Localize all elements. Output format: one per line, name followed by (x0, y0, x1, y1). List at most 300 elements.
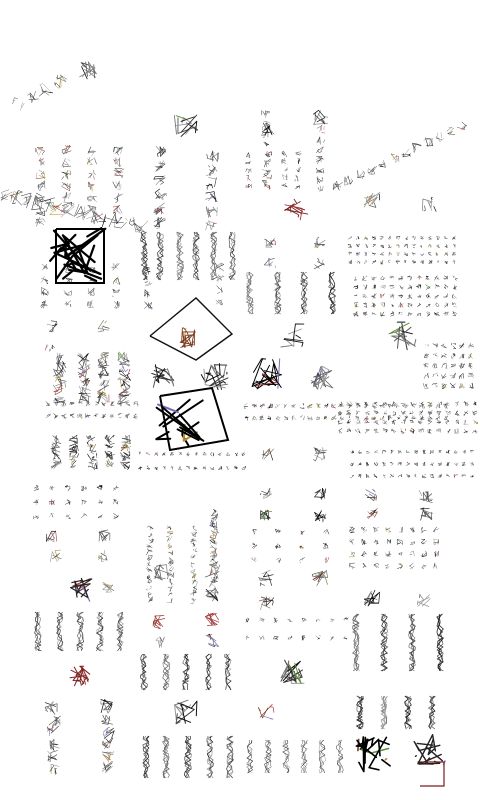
grid-scribble (354, 277, 356, 280)
grid-scribble (424, 353, 429, 358)
scribble-stroke (377, 540, 378, 541)
column-scribble (168, 593, 172, 596)
grid-scribble (456, 420, 459, 424)
scribble-stroke (114, 500, 115, 504)
scribble-stroke (170, 526, 171, 530)
grid-scribble (49, 499, 55, 505)
grid-scribble (437, 420, 441, 423)
column-scribble (88, 453, 97, 461)
grid-scribble (444, 285, 448, 289)
column-scribble (317, 137, 325, 144)
scribble-stroke (55, 83, 60, 88)
scribble-stroke (374, 540, 376, 545)
column-scribble (154, 203, 165, 215)
column-scribble (206, 206, 217, 217)
grid-scribble (374, 411, 379, 414)
scribble-stroke (114, 160, 117, 161)
scribble-stroke (129, 219, 134, 226)
grid-scribble (397, 416, 400, 420)
column-scribble (42, 264, 48, 270)
scribble-stroke (263, 637, 264, 640)
scribble-stroke (412, 551, 415, 556)
diagonal-scribble (61, 202, 74, 217)
scribble-stroke (317, 177, 323, 182)
scribble-mark (47, 321, 57, 332)
scribble-stroke (470, 451, 471, 452)
grid-scribble (33, 515, 38, 519)
scribble-stroke (426, 345, 427, 346)
scribble-stroke (433, 373, 438, 375)
scribble-stroke (461, 365, 462, 369)
grid-scribble (292, 404, 296, 408)
column-scribble (147, 555, 152, 560)
grid-scribble (453, 237, 456, 240)
grid-scribble (470, 462, 474, 466)
grid-scribble (374, 421, 379, 425)
scribble-stroke (116, 277, 118, 282)
scribble-stroke (406, 253, 407, 256)
grid-scribble (118, 414, 123, 418)
column-scribble (36, 217, 46, 226)
grid-scribble (354, 312, 359, 317)
grid-scribble (246, 636, 249, 640)
scribble-stroke (105, 556, 107, 561)
grid-scribble (46, 414, 51, 418)
strand-scribble (247, 740, 253, 773)
grid-scribble (348, 236, 352, 239)
grid-scribble (418, 276, 422, 280)
column-scribble (52, 460, 62, 469)
strand-scribble (301, 272, 308, 314)
column-scribble (216, 263, 224, 271)
diagonal-scribble (39, 84, 53, 97)
grid-scribble (284, 404, 287, 408)
scribble-stroke (359, 431, 361, 434)
scribble-stroke (398, 418, 400, 419)
column-scribble (285, 168, 288, 171)
grid-scribble (419, 429, 424, 433)
diagonal-scribble (13, 98, 25, 111)
column-scribble (36, 170, 45, 179)
grid-scribble (446, 402, 450, 406)
scribble-stroke (437, 404, 438, 406)
scribble-stroke (72, 415, 73, 418)
grid-scribble (244, 404, 248, 409)
scribble-stroke (104, 550, 105, 555)
grid-scribble (363, 285, 367, 289)
scribble-stroke (22, 196, 32, 205)
scribble-stroke (324, 530, 326, 532)
scribble-stroke (282, 153, 285, 156)
scribble-stroke (260, 597, 265, 610)
scribble-stroke (276, 404, 280, 408)
grid-scribble (433, 563, 437, 569)
grid-scribble (436, 416, 440, 421)
grid-scribble (450, 373, 456, 378)
fine-scribble-layer (1, 75, 477, 778)
scribble-stroke (102, 402, 103, 404)
grid-scribble (363, 303, 367, 308)
grid-scribble (388, 245, 391, 248)
grid-scribble (65, 500, 70, 505)
scribble-stroke (124, 360, 125, 361)
diagonal-scribble (436, 133, 444, 142)
column-scribble (192, 532, 197, 537)
grid-scribble (372, 277, 377, 280)
column-scribble (114, 158, 121, 167)
scribble-stroke (67, 301, 71, 304)
grid-scribble (365, 411, 369, 415)
scribble-stroke (277, 558, 280, 560)
scribble-stroke (414, 406, 415, 408)
scribble-stroke (439, 403, 440, 404)
grid-scribble (324, 416, 327, 419)
column-scribble (62, 183, 71, 191)
grid-scribble (98, 515, 102, 518)
scribble-stroke (94, 158, 96, 165)
grid-scribble (34, 485, 38, 490)
scribble-stroke (373, 490, 375, 492)
grid-scribble (468, 344, 474, 348)
grid-scribble (464, 402, 469, 407)
scribble-stroke (384, 303, 385, 307)
grid-scribble (400, 286, 403, 290)
grid-scribble (421, 527, 426, 532)
scribble-stroke (300, 416, 302, 418)
grid-scribble (417, 285, 422, 289)
grid-scribble (442, 374, 446, 379)
scribble-stroke (171, 452, 172, 455)
scribble-stroke (368, 170, 370, 175)
scribble-stroke (444, 376, 446, 378)
column-scribble (105, 451, 115, 460)
red-tangle (153, 615, 165, 628)
scribble-stroke (115, 158, 118, 167)
scribble-mark (312, 570, 327, 585)
scribble-stroke (90, 151, 94, 156)
scribble-stroke (465, 421, 466, 424)
column-scribble (100, 380, 110, 388)
column-scribble (295, 185, 300, 189)
diagonal-scribble (424, 138, 433, 147)
column-scribble (264, 142, 269, 146)
grid-scribble (421, 237, 424, 240)
grid-scribble (420, 254, 424, 256)
scribble-stroke (37, 213, 45, 215)
strand-scribble (353, 614, 360, 671)
scribble-stroke (440, 402, 441, 405)
column-scribble (63, 192, 71, 202)
scribble-stroke (443, 377, 444, 379)
grid-scribble (348, 416, 350, 421)
scribble-stroke (385, 565, 388, 566)
scribble-stroke (88, 174, 92, 178)
grid-scribble (348, 252, 352, 255)
grid-scribble (397, 563, 403, 568)
column-scribble (149, 539, 154, 544)
grid-scribble (373, 244, 376, 247)
grid-scribble (246, 618, 249, 623)
grid-scribble (397, 539, 403, 544)
scribble-mark (99, 530, 110, 541)
scribble-stroke (473, 411, 477, 413)
scribble-stroke (324, 140, 325, 143)
grid-scribble (474, 420, 478, 424)
column-scribble (88, 288, 95, 295)
column-scribble (210, 532, 217, 539)
scribble-stroke (114, 306, 117, 308)
grid-scribble (421, 551, 427, 557)
column-scribble (114, 301, 119, 308)
scribble-stroke (168, 526, 169, 528)
grid-scribble (399, 312, 403, 315)
grid-scribble (418, 303, 421, 306)
grid-scribble (163, 466, 165, 469)
scribble-stroke (442, 385, 446, 389)
grid-scribble (398, 451, 401, 454)
grid-scribble (324, 404, 328, 408)
grid-scribble (252, 416, 256, 420)
grid-scribble (471, 475, 474, 477)
strand-scribble (157, 232, 164, 280)
scribble-stroke (438, 404, 439, 407)
scribble-stroke (99, 500, 100, 504)
scribble-stroke (193, 599, 196, 603)
scribble-stroke (52, 516, 53, 517)
scribble-stroke (113, 488, 116, 491)
grid-scribble (462, 462, 465, 466)
scribble-stroke (288, 619, 290, 620)
scribble-stroke (13, 192, 18, 204)
grid-scribble (275, 529, 280, 533)
scribble-stroke (299, 547, 303, 549)
scribble-mark (314, 237, 325, 248)
scribble-stroke (119, 417, 121, 418)
scribble-stroke (116, 194, 123, 198)
column-scribble (246, 184, 252, 188)
grid-scribble (111, 402, 115, 406)
scribble-stroke (57, 443, 61, 444)
scribble-stroke (36, 173, 37, 178)
scribble-stroke (36, 178, 45, 179)
column-scribble (103, 727, 114, 738)
scribble-stroke (435, 353, 437, 355)
scribble-mark (174, 700, 197, 724)
scribble-stroke (348, 253, 351, 254)
scribble-stroke (455, 402, 459, 404)
scribble-stroke (453, 346, 456, 349)
grid-scribble (433, 527, 439, 532)
column-scribble (87, 196, 96, 202)
scribble-stroke (381, 312, 382, 315)
grid-scribble (380, 405, 385, 408)
strand-scribble (177, 232, 184, 280)
grid-scribble (70, 402, 75, 404)
grid-scribble (453, 285, 457, 289)
grid-scribble (235, 453, 237, 456)
column-scribble (87, 157, 96, 165)
scribble-stroke (426, 294, 429, 299)
scribble-stroke (43, 151, 45, 155)
scribble-stroke (36, 148, 38, 154)
grid-scribble (350, 463, 354, 466)
grid-scribble (99, 500, 103, 504)
strand-scribble (429, 696, 436, 729)
scribble-stroke (387, 554, 391, 556)
column-scribble (156, 146, 166, 156)
scribble-stroke (226, 466, 228, 467)
scribble-mark (314, 258, 324, 269)
scribble-mark (367, 508, 377, 518)
scribble-stroke (49, 755, 51, 762)
grid-scribble (357, 261, 360, 263)
column-scribble (167, 526, 171, 530)
scribble-stroke (275, 266, 276, 268)
column-scribble (62, 145, 71, 154)
scribble-stroke (148, 555, 152, 560)
grid-scribble (374, 563, 379, 568)
scribble-stroke (79, 363, 82, 369)
column-scribble (191, 599, 196, 604)
scribble-stroke (206, 192, 216, 202)
scribble-stroke (168, 587, 170, 588)
grid-scribble (435, 303, 439, 307)
grid-scribble (374, 527, 379, 532)
grid-scribble (410, 563, 415, 569)
column-scribble (98, 368, 109, 378)
diagonal-scribble (28, 91, 39, 103)
grid-scribble (118, 402, 122, 406)
scribble-mark (364, 590, 379, 606)
grid-scribble (102, 414, 106, 418)
grid-scribble (194, 467, 198, 469)
column-scribble (148, 592, 152, 597)
scribble-stroke (420, 595, 424, 600)
grid-scribble (408, 276, 412, 281)
grid-scribble (260, 404, 265, 409)
grid-scribble (451, 343, 455, 349)
grid-scribble (383, 429, 387, 432)
diagonal-scribble (102, 212, 117, 227)
scribble-stroke (415, 237, 416, 238)
grid-scribble (419, 421, 422, 424)
scribble-stroke (444, 253, 446, 256)
scribble-stroke (454, 343, 456, 344)
column-scribble (169, 572, 174, 578)
grid-scribble (428, 244, 432, 248)
column-scribble (155, 161, 165, 172)
grid-scribble (426, 285, 431, 290)
scribble-stroke (419, 491, 422, 496)
grid-scribble (147, 466, 150, 470)
scribble-stroke (365, 540, 366, 544)
grid-scribble (134, 402, 139, 407)
column-scribble (191, 543, 195, 547)
column-scribble (297, 167, 301, 172)
scribble-stroke (194, 530, 196, 531)
scribble-stroke (145, 282, 148, 283)
scribble-stroke (441, 133, 442, 138)
scribble-stroke (113, 212, 115, 213)
grid-scribble (50, 486, 55, 490)
grid-scribble (435, 276, 440, 280)
scribble-stroke (192, 539, 195, 540)
grid-scribble (210, 452, 213, 456)
grid-scribble (252, 529, 256, 534)
grid-scribble (423, 462, 425, 466)
grid-scribble (404, 404, 408, 408)
grid-scribble (439, 450, 442, 452)
scribble-mark (260, 488, 272, 498)
bold-tangle (414, 735, 445, 765)
column-scribble (49, 716, 61, 726)
grid-scribble (354, 286, 358, 290)
scribble-stroke (168, 538, 170, 542)
scribble-mark (45, 345, 55, 352)
grid-scribble (392, 420, 396, 425)
scribble-stroke (411, 542, 414, 545)
scribble-mark (259, 597, 274, 610)
grid-scribble (277, 558, 281, 563)
grid-scribble (66, 515, 70, 519)
diagonal-scribble (32, 195, 44, 210)
strand-scribble (185, 736, 192, 778)
grid-scribble (195, 452, 198, 456)
grid-scribble (113, 486, 118, 491)
grid-scribble (433, 539, 438, 545)
scribble-stroke (435, 285, 439, 287)
grid-scribble (444, 303, 448, 308)
grid-scribble (203, 452, 206, 455)
scribble-stroke (441, 344, 444, 346)
scribble-stroke (242, 452, 245, 456)
grid-scribble (432, 383, 438, 387)
scribble-stroke (227, 454, 230, 456)
strand-scribble (301, 740, 308, 773)
scribble-stroke (399, 451, 401, 453)
column-scribble (48, 751, 58, 762)
grid-scribble (453, 294, 457, 298)
scribble-stroke (402, 422, 403, 423)
scribble-stroke (360, 452, 362, 453)
scribble-stroke (102, 414, 106, 418)
scribble-stroke (385, 759, 386, 760)
scribble-stroke (194, 569, 196, 572)
column-scribble (316, 156, 324, 163)
column-scribble (155, 189, 166, 200)
scribble-stroke (436, 408, 437, 409)
grid-scribble (423, 383, 428, 388)
column-scribble (80, 378, 90, 386)
scribble-stroke (96, 404, 98, 405)
grid-scribble (275, 544, 280, 549)
strand-scribble (227, 736, 234, 778)
grid-scribble (62, 414, 67, 418)
grid-scribble (350, 475, 354, 478)
grid-scribble (260, 618, 265, 622)
scribble-stroke (209, 166, 210, 168)
scribble-stroke (359, 244, 360, 245)
grid-scribble (284, 417, 288, 420)
column-scribble (298, 159, 301, 164)
column-scribble (36, 147, 45, 156)
scribble-stroke (300, 407, 304, 408)
strand-scribble (35, 612, 42, 651)
scribble-stroke (392, 420, 395, 424)
column-scribble (246, 153, 250, 158)
grid-scribble (399, 527, 402, 532)
strand-scribble (163, 736, 170, 778)
